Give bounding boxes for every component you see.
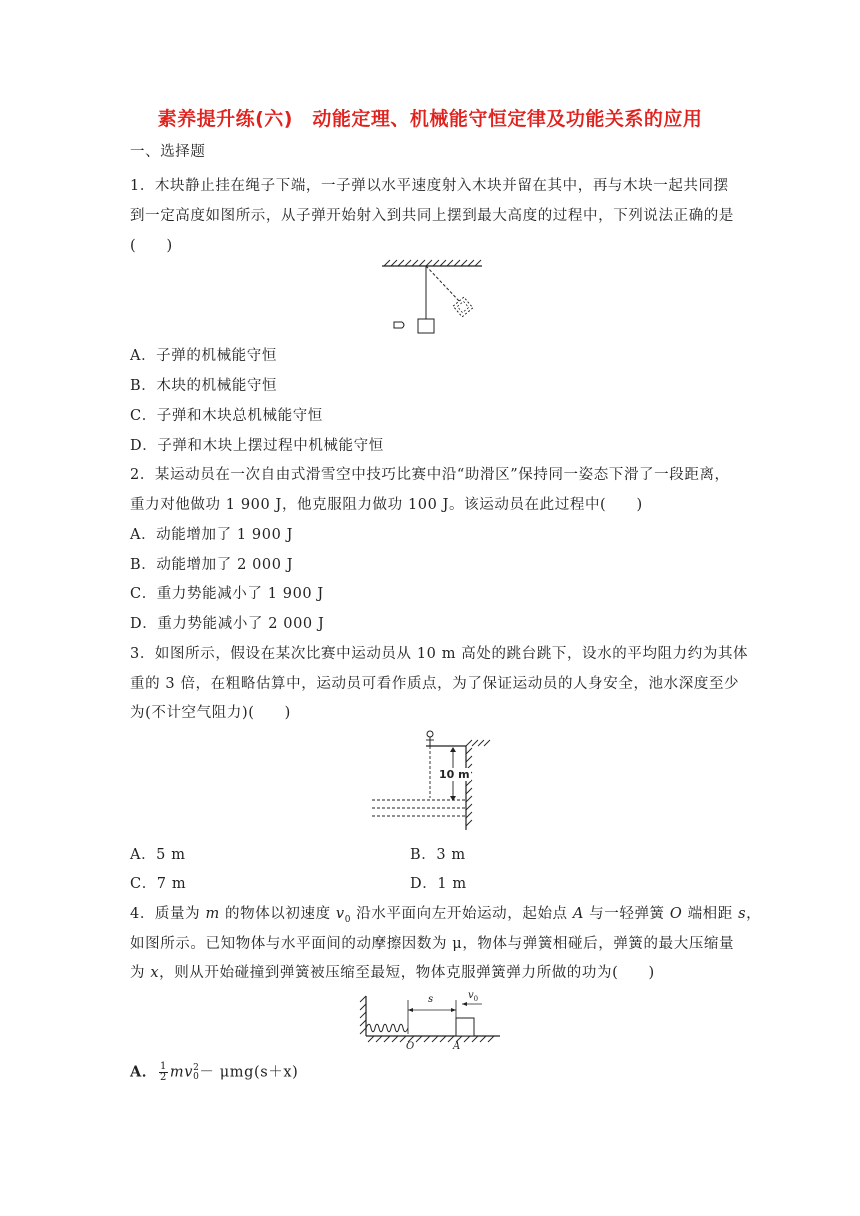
q2-option-b: B．动能增加了 2 000 J [130,557,294,573]
q1-stem-line-2: 到一定高度如图所示，从子弹开始射入到共同上摆到最大高度的过程中，下列说法正确的是 [130,208,734,224]
velocity-label: $v_0$ [468,990,479,1003]
q3-option-b: B．3 m [410,847,466,863]
section-heading: 一、选择题 [130,144,206,160]
q4-stem-line-3: 为 x，则从开始碰撞到弹簧被压缩至最短，物体克服弹簧弹力所做的功为( ) [130,965,655,981]
q4-stem-line-1: 4．质量为 m 的物体以初速度 $v_0$ 沿水平面向左开始运动，起始点 A 与一轻弹簧 O 端相距 s， [130,906,762,925]
fraction-one-half: $\frac{1}{2}$ [159,1061,167,1083]
q1-option-c: C．子弹和木块总机械能守恒 [130,408,323,424]
point-a-label: A [453,1041,461,1052]
q3-stem-line-2: 重的 3 倍，在粗略估算中，运动员可看作质点，为了保证运动员的人身安全，池水深度至少 [130,676,740,692]
diving-figure [368,728,496,834]
q3-stem-line-1: 3．如图所示，假设在某次比赛中运动员从 10 m 高处的跳台跳下，设水的平均阻力约为其体 [130,646,749,662]
q1-option-d: D．子弹和木块上摆过程中机械能守恒 [130,438,384,454]
height-label: 10 m [439,768,470,781]
distance-label: s [428,994,434,1005]
spring-block-figure [358,990,506,1054]
q2-option-a: A．动能增加了 1 900 J [130,527,294,543]
q3-option-c: C．7 m [130,876,187,892]
q2-option-d: D．重力势能减小了 2 000 J [130,616,325,632]
q1-option-b: B．木块的机械能守恒 [130,378,278,394]
q2-stem-line-1: 2．某运动员在一次自由式滑雪空中技巧比赛中沿“助滑区”保持同一姿态下滑了一段距离， [130,467,730,483]
q4-stem-line-2: 如图所示。已知物体与水平面间的动摩擦因数为 μ，物体与弹簧相碰后，弹簧的最大压缩量 [130,936,735,952]
q3-option-d: D．1 m [410,876,467,892]
page-title: 素养提升练(六) 动能定理、机械能守恒定律及功能关系的应用 [157,108,703,130]
q1-option-a: A．子弹的机械能守恒 [130,348,277,364]
q4-option-a: A． $\frac{1}{2}$ mv 2 0 － μmg(s＋x) [130,1061,299,1083]
q3-stem-line-3: 为(不计空气阻力)( ) [130,705,291,721]
q1-stem-line-1: 1．木块静止挂在绳子下端，一子弹以水平速度射入木块并留在其中，再与木块一起共同摆 [130,178,729,194]
pendulum-figure [378,258,486,338]
q3-option-a: A．5 m [130,847,186,863]
q1-stem-line-3: ( ) [130,238,173,254]
q2-stem-line-2: 重力对他做功 1 900 J，他克服阻力做功 100 J。该运动员在此过程中( ) [130,497,643,513]
q2-option-c: C．重力势能减小了 1 900 J [130,586,324,602]
point-o-label: O [406,1041,415,1052]
